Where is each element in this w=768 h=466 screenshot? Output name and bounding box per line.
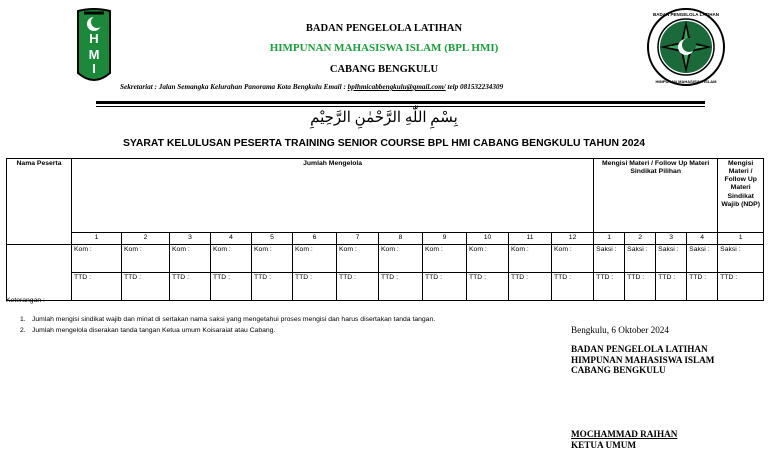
kom-cell[interactable]: Kom : bbox=[552, 245, 594, 273]
kom-cell[interactable]: Kom : bbox=[423, 245, 467, 273]
ttd-cell[interactable]: TTD : bbox=[625, 273, 656, 301]
signature-org-line2: HIMPUNAN MAHASISWA ISLAM bbox=[571, 354, 715, 365]
kom-number: 3 bbox=[170, 233, 211, 245]
ttd-cell[interactable]: TTD : bbox=[594, 273, 625, 301]
list-text: Jumlah mengelola diserakan tanda tangan Ketua umum Koisaraiat atau Cabang. bbox=[32, 327, 276, 334]
signature-org-line3: CABANG BENGKULU bbox=[571, 365, 666, 376]
signatory-name: MOCHAMMAD RAIHAN bbox=[571, 429, 678, 439]
ttd-cell[interactable]: TTD : bbox=[379, 273, 423, 301]
svg-text:BADAN PENGELOLA LATIHAN: BADAN PENGELOLA LATIHAN bbox=[653, 12, 719, 17]
kom-number: 5 bbox=[252, 233, 293, 245]
wajib-number: 1 bbox=[718, 233, 764, 245]
kom-number: 2 bbox=[122, 233, 170, 245]
header-jumlah-mengelola: Jumlah Mengelola bbox=[72, 159, 594, 233]
address-text: Sekretariat : Jalan Semangka Kelurahan Panorama Kota Bengkulu Email : bbox=[120, 83, 348, 91]
kom-number: 10 bbox=[467, 233, 509, 245]
ttd-cell[interactable]: TTD : bbox=[656, 273, 687, 301]
requirements-table bbox=[6, 158, 764, 301]
ttd-cell[interactable]: TTD : bbox=[252, 273, 293, 301]
letterhead-line1: BADAN PENGELOLA LATIHAN bbox=[305, 23, 463, 34]
pilihan-number: 2 bbox=[625, 233, 656, 245]
ttd-cell[interactable]: TTD : bbox=[337, 273, 379, 301]
letterhead-line3: CABANG BENGKULU bbox=[329, 64, 439, 75]
signature-date: Bengkulu, 6 Oktober 2024 bbox=[571, 325, 669, 335]
letterhead-line2: HIMPUNAN MAHASISWA ISLAM (BPL HMI) bbox=[269, 42, 499, 54]
kom-cell[interactable]: Kom : bbox=[509, 245, 552, 273]
saksi-cell[interactable]: Saksi : bbox=[718, 245, 764, 273]
kom-cell[interactable]: Kom : bbox=[337, 245, 379, 273]
ttd-cell[interactable]: TTD : bbox=[423, 273, 467, 301]
email-link[interactable]: bplhmicabbengkulu@gmail.com/ bbox=[347, 83, 446, 91]
header-materi-pilihan: Mengisi Materi / Follow Up Materi Sindikat Pilihan bbox=[594, 159, 718, 233]
svg-text:M: M bbox=[88, 47, 100, 62]
kom-number: 6 bbox=[293, 233, 337, 245]
kom-cell[interactable]: Kom : bbox=[122, 245, 170, 273]
ttd-cell[interactable]: TTD : bbox=[552, 273, 594, 301]
phone-text: telp 081532234309 bbox=[445, 83, 504, 91]
keterangan-list bbox=[20, 316, 435, 338]
kom-cell[interactable]: Kom : bbox=[72, 245, 122, 273]
kom-number: 1 bbox=[72, 233, 122, 245]
letterhead-address bbox=[120, 83, 503, 91]
ttd-row bbox=[7, 273, 764, 301]
bismillah-calligraphy: بِسْمِ اللّٰهِ الرَّحْمٰنِ الرَّحِيْمِ bbox=[310, 110, 458, 126]
pilihan-number: 4 bbox=[687, 233, 718, 245]
signatory-role: KETUA UMUM bbox=[571, 440, 637, 450]
kom-cell[interactable]: Kom : bbox=[293, 245, 337, 273]
kom-cell[interactable]: Kom : bbox=[252, 245, 293, 273]
signature-organization bbox=[571, 344, 714, 376]
kom-number: 4 bbox=[211, 233, 252, 245]
ttd-cell[interactable]: TTD : bbox=[687, 273, 718, 301]
document-title: SYARAT KELULUSAN PESERTA TRAINING SENIOR COURSE BPL HMI CABANG BENGKULU TAHUN 2024 bbox=[122, 138, 646, 149]
saksi-cell[interactable]: Saksi : bbox=[687, 245, 718, 273]
ttd-cell[interactable]: TTD : bbox=[467, 273, 509, 301]
pilihan-number: 1 bbox=[594, 233, 625, 245]
letterhead-rule-thin bbox=[96, 106, 705, 107]
nama-peserta-cell[interactable] bbox=[7, 245, 72, 301]
letterhead-rule-thick bbox=[96, 101, 705, 104]
svg-text:I: I bbox=[92, 61, 96, 76]
kom-saksi-row bbox=[7, 245, 764, 273]
ttd-cell[interactable]: TTD : bbox=[718, 273, 764, 301]
saksi-cell[interactable]: Saksi : bbox=[656, 245, 687, 273]
signature-org-line1: BADAN PENGELOLA LATIHAN bbox=[571, 344, 708, 354]
number-row bbox=[7, 233, 764, 245]
ttd-cell[interactable]: TTD : bbox=[170, 273, 211, 301]
kom-number: 9 bbox=[423, 233, 467, 245]
kom-cell[interactable]: Kom : bbox=[379, 245, 423, 273]
pilihan-number: 3 bbox=[656, 233, 687, 245]
kom-cell[interactable]: Kom : bbox=[211, 245, 252, 273]
ttd-cell[interactable]: TTD : bbox=[122, 273, 170, 301]
kom-number: 12 bbox=[552, 233, 594, 245]
ttd-cell[interactable]: TTD : bbox=[293, 273, 337, 301]
kom-number: 11 bbox=[509, 233, 552, 245]
header-materi-wajib: Mengisi Materi / Follow Up Materi Sindikat Wajib (NDP) bbox=[718, 159, 764, 233]
svg-text:H: H bbox=[89, 31, 99, 46]
kom-cell[interactable]: Kom : bbox=[467, 245, 509, 273]
header-nama-peserta: Nama Peserta bbox=[7, 159, 72, 245]
kom-number: 8 bbox=[379, 233, 423, 245]
list-number: 1. bbox=[20, 316, 26, 323]
list-number: 2. bbox=[20, 327, 26, 334]
ttd-cell[interactable]: TTD : bbox=[509, 273, 552, 301]
kom-number: 7 bbox=[337, 233, 379, 245]
saksi-cell[interactable]: Saksi : bbox=[594, 245, 625, 273]
list-item bbox=[20, 316, 435, 323]
ttd-cell[interactable]: TTD : bbox=[211, 273, 252, 301]
list-item bbox=[20, 327, 435, 334]
ttd-cell[interactable]: TTD : bbox=[72, 273, 122, 301]
svg-text:HIMPUNAN MAHASISWA ISLAM: HIMPUNAN MAHASISWA ISLAM bbox=[655, 79, 717, 84]
saksi-cell[interactable]: Saksi : bbox=[625, 245, 656, 273]
header-row bbox=[7, 159, 764, 233]
keterangan-label: Keterangan : bbox=[6, 297, 45, 304]
kom-cell[interactable]: Kom : bbox=[170, 245, 211, 273]
list-text: Jumlah mengisi sindikat wajib dan minat di sertakan nama saksi yang mengetahui proses mengisi dan harus disertakan tanda tangan. bbox=[32, 316, 436, 323]
